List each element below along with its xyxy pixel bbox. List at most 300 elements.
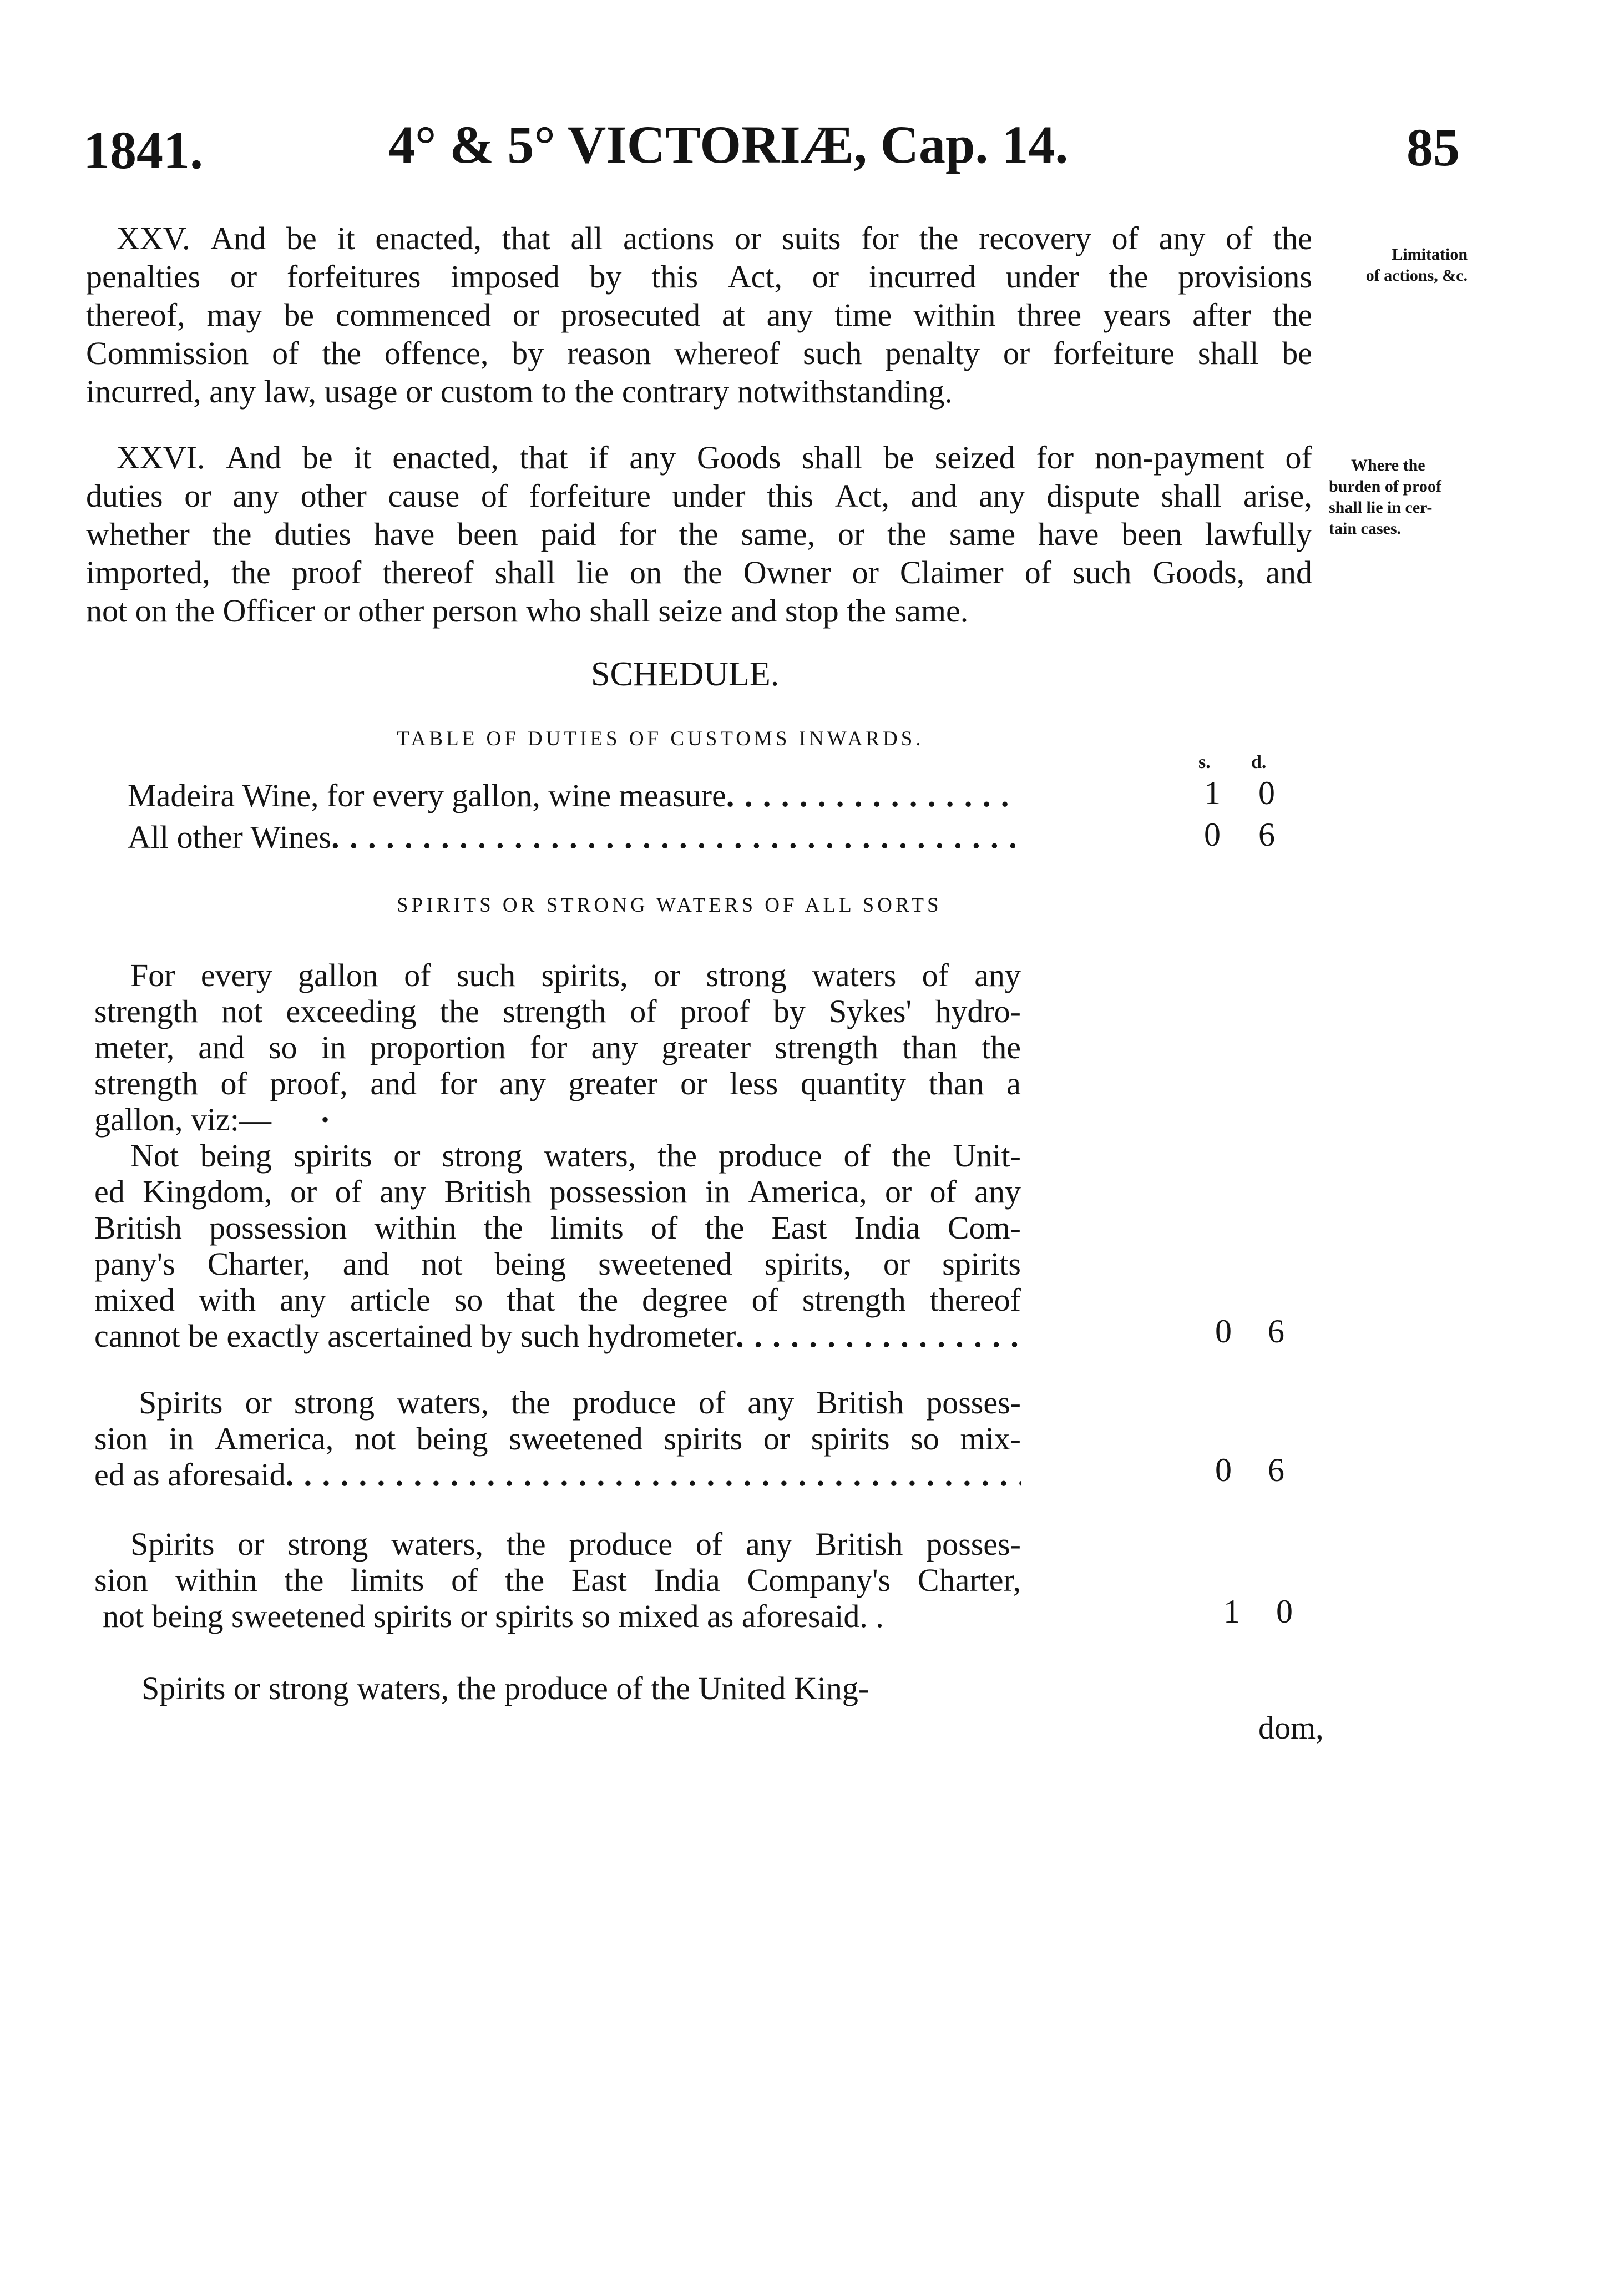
word: sion [94, 1562, 148, 1598]
section-25-line: incurred, any law, usage or custom to the contrary notwithstanding. [86, 373, 953, 410]
header-title: 4° & 5° VICTORIÆ, Cap. 14. [388, 115, 1069, 174]
leader-dots [331, 818, 1015, 856]
word: or [290, 1174, 317, 1210]
word: Unit- [953, 1138, 1021, 1174]
spirits-intro-line [94, 993, 1021, 1029]
word: any [766, 297, 813, 333]
word: produce [718, 1138, 822, 1174]
word: Goods [696, 439, 781, 476]
word: degree [642, 1282, 728, 1318]
word: spirits [293, 1138, 372, 1174]
word: or [230, 259, 257, 295]
word: the [892, 1138, 932, 1174]
section-26-line [86, 477, 1312, 515]
word: or [184, 478, 211, 514]
word: whereof [674, 335, 780, 371]
column-head-pence: d. [1251, 752, 1267, 772]
word: provisions [1178, 259, 1312, 295]
word: of [751, 1282, 778, 1318]
word: Spirits [139, 1384, 223, 1421]
word: the [511, 1384, 550, 1421]
word: Company's [747, 1562, 891, 1598]
word: Kingdom, [143, 1174, 272, 1210]
duty-pence: 6 [1268, 1313, 1284, 1350]
word: sweetened [509, 1421, 643, 1457]
word: penalty [885, 335, 980, 371]
word: thereof [929, 1282, 1021, 1318]
word: for [861, 220, 899, 256]
word: proof [291, 554, 362, 590]
margin-note-line: shall lie in cer- [1329, 498, 1433, 517]
word: spirits [942, 1246, 1021, 1282]
word: time [834, 297, 892, 333]
word: within [374, 1210, 457, 1246]
word: be [1282, 335, 1312, 371]
word: the [657, 1138, 697, 1174]
word: dispute [1046, 478, 1140, 514]
word: of [272, 335, 299, 371]
word: spirits [664, 1421, 743, 1457]
word: penalties [86, 259, 201, 295]
word: have [1038, 516, 1099, 552]
word: the [682, 554, 722, 590]
word: in [321, 1029, 346, 1065]
word: of [843, 1138, 871, 1174]
word: Owner [743, 554, 831, 590]
word: under [672, 478, 746, 514]
word: any [974, 957, 1021, 993]
word: or [512, 297, 540, 333]
spirits-item-last-line [94, 1318, 1021, 1354]
word: or [245, 1384, 272, 1421]
word: been [1121, 516, 1182, 552]
word: British [444, 1174, 532, 1210]
margin-note-line: of actions, &c. [1365, 266, 1468, 285]
word: Claimer [899, 554, 1004, 590]
word: not [421, 1246, 463, 1282]
word: or [735, 220, 762, 256]
word: XXV. [117, 220, 190, 256]
continuation-line: Spirits or strong waters, the produce of the United King- [141, 1670, 869, 1706]
spirits-intro-text: gallon, viz:— [94, 1101, 271, 1138]
word: be [286, 220, 317, 256]
word: all [570, 220, 603, 256]
section-26 [86, 438, 1312, 630]
word: strong [442, 1138, 523, 1174]
spirits-item-line: ed as aforesaid [94, 1457, 286, 1493]
word: paid [540, 516, 596, 552]
word: of [651, 1210, 678, 1246]
word: under [1005, 259, 1079, 295]
word: shall [802, 439, 863, 476]
word: meter, [94, 1029, 175, 1065]
word: of [922, 957, 949, 993]
word: And [226, 439, 282, 476]
word: greater [661, 1029, 751, 1065]
word: incurred [868, 259, 977, 295]
column-head-shillings: s. [1198, 752, 1211, 772]
spirits-intro-line [94, 957, 1021, 993]
spirits-continuation [141, 1670, 1029, 1706]
word: limits [550, 1210, 624, 1246]
spirits-item-east-india [94, 1526, 1021, 1634]
duty-row-madeira [128, 777, 1015, 814]
duty-shillings: 0 [1204, 816, 1221, 853]
word: the [579, 1282, 619, 1318]
word: same [949, 516, 1016, 552]
spirits-item-last-line [94, 1457, 1021, 1493]
word: ed [94, 1174, 125, 1210]
word: of [695, 1526, 723, 1562]
spirits-item-america [94, 1384, 1021, 1493]
word: the [505, 1562, 545, 1598]
word: India [854, 1210, 920, 1246]
word: the [1109, 259, 1149, 295]
word: seized [934, 439, 1015, 476]
word: be [302, 439, 333, 476]
page-number: 85 [1407, 118, 1460, 177]
word: for [619, 516, 656, 552]
word: Goods, [1152, 554, 1245, 590]
spirits-item-line [94, 1246, 1021, 1282]
word: commenced [335, 297, 491, 333]
spirits-item-line [94, 1526, 1021, 1562]
word: by [589, 259, 622, 295]
word: Spirits [130, 1526, 215, 1562]
word: America, [215, 1421, 334, 1457]
word: of [698, 1384, 726, 1421]
word: if [589, 439, 609, 476]
section-25-line [86, 219, 1312, 257]
word: that [507, 1282, 555, 1318]
word: hydro- [935, 993, 1021, 1029]
word: the [483, 1210, 523, 1246]
word: East [571, 1562, 627, 1598]
word: British [816, 1384, 904, 1421]
leader-dots [726, 777, 1015, 814]
word: that [519, 439, 568, 476]
word: produce [569, 1526, 673, 1562]
word: Commission [86, 335, 249, 371]
word: Charter, [207, 1246, 311, 1282]
word: have [373, 516, 435, 552]
word: the [506, 1526, 546, 1562]
word: of [480, 478, 508, 514]
word: and [910, 478, 958, 514]
word: article [350, 1282, 431, 1318]
spirits-item-line [94, 1421, 1021, 1457]
word: a [1006, 1065, 1021, 1101]
word: it [337, 220, 355, 256]
word: being [494, 1246, 566, 1282]
word: sweetened [598, 1246, 732, 1282]
word: this [767, 478, 814, 514]
word: same, [741, 516, 816, 552]
word: Charter, [917, 1562, 1021, 1598]
word: exceeding [286, 993, 417, 1029]
word: may [206, 297, 262, 333]
word: any [979, 478, 1025, 514]
spirits-item-foreign [94, 1138, 1021, 1354]
word: not [354, 1421, 396, 1457]
word: of [1285, 439, 1312, 476]
word: limits [351, 1562, 424, 1598]
section-25 [86, 219, 1312, 411]
section-25-line [86, 257, 1312, 296]
word: spirits, [541, 957, 628, 993]
word: America, [748, 1174, 867, 1210]
word: three [1017, 297, 1082, 333]
margin-note-line: Where the [1351, 456, 1425, 474]
section-26-line [86, 515, 1312, 553]
word: such [1072, 554, 1132, 590]
duty-pence: 0 [1276, 1593, 1293, 1630]
word: be [883, 439, 914, 476]
word: for [529, 1029, 568, 1065]
word: any [745, 1526, 792, 1562]
word: Act, [727, 259, 783, 295]
word: possession [209, 1210, 347, 1246]
word: such [456, 957, 516, 993]
word: offence, [385, 335, 489, 371]
word: imposed [451, 259, 560, 295]
spirits-item-line [94, 1384, 1021, 1421]
word: the [284, 1562, 324, 1598]
word: waters, [544, 1138, 636, 1174]
word: mixed [94, 1282, 175, 1318]
spirits-item-line [94, 1174, 1021, 1210]
word: the [705, 1210, 745, 1246]
word: other [300, 478, 367, 514]
word: strength [503, 993, 606, 1029]
word: after [1192, 297, 1252, 333]
word: strength [94, 1065, 198, 1101]
word: or [763, 1421, 791, 1457]
margin-note-limitation [1329, 244, 1468, 286]
bullet-marker: • [321, 1107, 329, 1132]
duty-row-label: All other Wines [128, 819, 332, 855]
word: thereof, [86, 297, 185, 333]
word: of [335, 1174, 362, 1210]
section-26-line [86, 438, 1312, 477]
word: for [1036, 439, 1074, 476]
word: proof, [270, 1065, 348, 1101]
word: or [393, 1138, 421, 1174]
spirits-caption: SPIRITS OR STRONG WATERS OF ALL SORTS [397, 894, 942, 917]
word: proof [680, 993, 750, 1029]
word: within [175, 1562, 257, 1598]
word: reason [567, 335, 651, 371]
word: And [210, 220, 266, 256]
word: any [591, 1029, 638, 1065]
spirits-intro [94, 957, 1021, 1138]
word: any [974, 1174, 1021, 1210]
word: of [220, 1065, 247, 1101]
word: of [929, 1174, 957, 1210]
word: spirits [811, 1421, 890, 1457]
word: in [705, 1174, 731, 1210]
word: India [654, 1562, 720, 1598]
word: East [771, 1210, 827, 1246]
word: such [803, 335, 862, 371]
word: and [370, 1065, 417, 1101]
section-26-line [86, 553, 1312, 592]
table-caption: TABLE OF DUTIES OF CUSTOMS INWARDS. [397, 727, 924, 750]
word: greater [568, 1065, 658, 1101]
duty-row-label: Madeira Wine, for every gallon, wine measure [128, 777, 726, 813]
section-25-line [86, 296, 1312, 334]
word: lawfully [1205, 516, 1312, 552]
word: shall [1197, 335, 1259, 371]
word: possession [549, 1174, 687, 1210]
word: posses- [926, 1384, 1021, 1421]
word: proportion [370, 1029, 506, 1065]
spirits-item-line [94, 1282, 1021, 1318]
word: and [342, 1246, 389, 1282]
duty-pence: 6 [1258, 816, 1275, 853]
spirits-item-line [94, 1210, 1021, 1246]
word: duties [274, 516, 351, 552]
word: duties [86, 478, 163, 514]
word: the [1273, 220, 1312, 256]
word: Com- [947, 1210, 1021, 1246]
margin-note-line: Limitation [1392, 245, 1468, 264]
margin-note-line: burden of proof [1329, 477, 1441, 496]
word: of [451, 1562, 478, 1598]
word: years [1102, 297, 1171, 333]
word: the [231, 554, 271, 590]
word: so [454, 1282, 483, 1318]
spirits-item-line [94, 1562, 1021, 1598]
word: forfeiture [1053, 335, 1175, 371]
word: the [212, 516, 252, 552]
word: strong [287, 1526, 368, 1562]
word: pany's [94, 1246, 175, 1282]
spirits-item-line: not being sweetened spirits or spirits so mixed as aforesaid. . [103, 1598, 884, 1634]
word: posses- [926, 1526, 1021, 1562]
word: imported, [86, 554, 210, 590]
word: lie [576, 554, 609, 590]
word: being [416, 1421, 488, 1457]
word: strong [294, 1384, 375, 1421]
word: strong [706, 957, 787, 993]
schedule-title: SCHEDULE. [591, 655, 780, 693]
word: not [221, 993, 263, 1029]
word: or [883, 1246, 910, 1282]
word: of [1226, 220, 1253, 256]
word: than [928, 1065, 984, 1101]
duty-pence: 0 [1258, 775, 1275, 811]
word: waters [812, 957, 897, 993]
word: prosecuted [560, 297, 701, 333]
word: in [169, 1421, 194, 1457]
word: whether [86, 516, 190, 552]
spirits-intro-line [94, 1065, 1021, 1101]
word: any [747, 1384, 795, 1421]
word: suits [782, 220, 841, 256]
leader-dots [286, 1457, 1021, 1493]
word: the [982, 1029, 1021, 1065]
word: shall [1161, 478, 1222, 514]
word: being [200, 1138, 272, 1174]
word: enacted, [375, 220, 482, 256]
word: any [380, 1174, 427, 1210]
word: any [232, 478, 279, 514]
word: so [269, 1029, 297, 1065]
word: or [812, 259, 839, 295]
word: forfeitures [286, 259, 421, 295]
word: and [198, 1029, 245, 1065]
word: British [815, 1526, 903, 1562]
word: been [457, 516, 518, 552]
word: less [730, 1065, 778, 1101]
word: XXVI. [117, 439, 205, 476]
spirits-item-line: cannot be exactly ascertained by such hydrometer [94, 1318, 736, 1354]
duty-shillings: 0 [1215, 1452, 1232, 1488]
duty-row-other-wines [128, 818, 1015, 856]
word: recovery [979, 220, 1091, 256]
word: any [629, 439, 676, 476]
word: any [280, 1282, 326, 1318]
word: it [353, 439, 372, 476]
word: that [502, 220, 550, 256]
word: thereof [382, 554, 474, 590]
word: produce [573, 1384, 676, 1421]
duty-shillings: 0 [1215, 1313, 1232, 1350]
duty-pence: 6 [1268, 1452, 1284, 1488]
word: or [884, 1174, 912, 1210]
word: so [910, 1421, 939, 1457]
duty-shillings: 1 [1223, 1593, 1240, 1630]
word: by [773, 993, 806, 1029]
word: or [680, 1065, 707, 1101]
word: the [1273, 297, 1312, 333]
word: Act, [834, 478, 889, 514]
word: For [130, 957, 175, 993]
word: mix- [960, 1421, 1021, 1457]
section-25-line [86, 334, 1312, 372]
word: within [913, 297, 996, 333]
word: or [654, 957, 681, 993]
margin-note-burden-of-proof [1329, 455, 1495, 539]
word: any [1158, 220, 1206, 256]
word: non-payment [1094, 439, 1264, 476]
word: this [651, 259, 699, 295]
section-26-line: not on the Officer or other person who shall seize and stop the same. [86, 593, 969, 629]
word: arise, [1243, 478, 1312, 514]
word: Not [130, 1138, 179, 1174]
word: shall [494, 554, 556, 590]
spirits-intro-line [94, 1029, 1021, 1065]
word: the [919, 220, 959, 256]
catchword: dom, [1258, 1710, 1324, 1746]
word: by [512, 335, 544, 371]
word: at [721, 297, 745, 333]
word: of [404, 957, 431, 993]
word: spirits, [764, 1246, 851, 1282]
word: and [1266, 554, 1312, 590]
word: with [198, 1282, 256, 1318]
word: on [629, 554, 662, 590]
word: or [1003, 335, 1030, 371]
word: cause [388, 478, 460, 514]
word: of [1024, 554, 1052, 590]
word: any [499, 1065, 546, 1101]
word: of [630, 993, 657, 1029]
duty-shillings: 1 [1204, 775, 1221, 811]
word: for [439, 1065, 477, 1101]
header-year: 1841. [83, 120, 203, 180]
